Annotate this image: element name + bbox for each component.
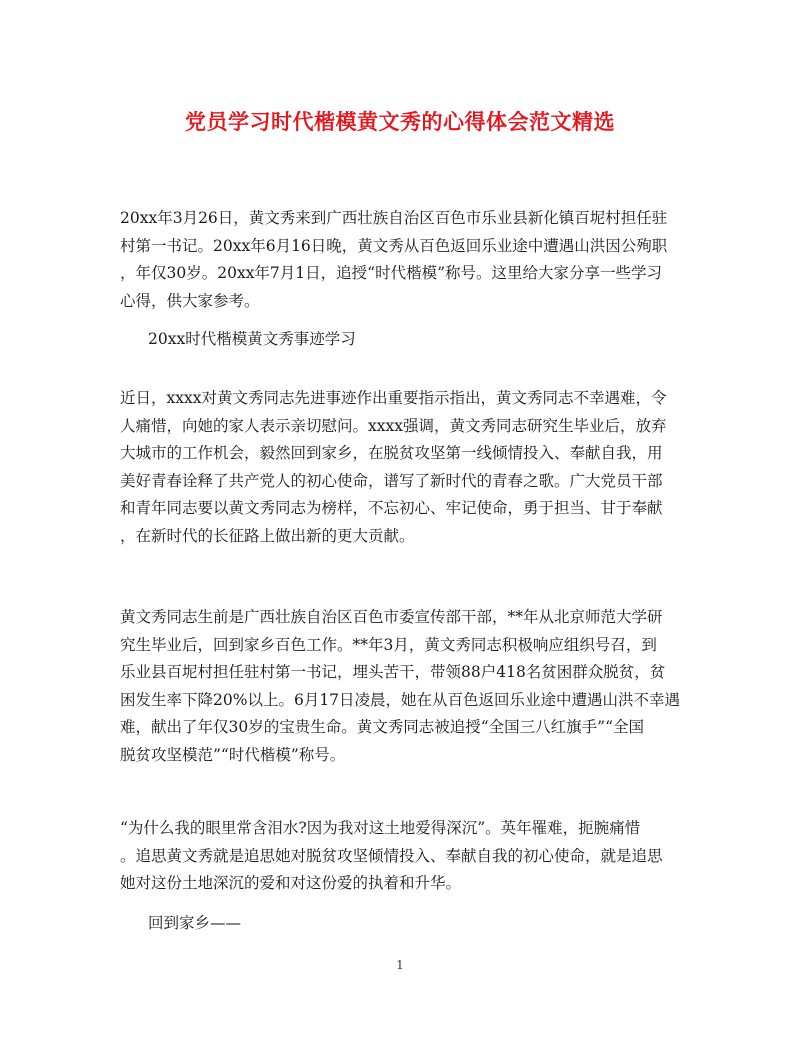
page-number: 1 [396, 958, 404, 972]
text-line: 美好青春诠释了共产党人的初心使命，谱写了新时代的青春之歌。广大党员干部 [120, 471, 663, 490]
text-line: 人痛惜，向她的家人表示亲切慰问。xxxx强调，黄文秀同志研究生毕业后，放弃 [120, 416, 667, 435]
text-line: 难，献出了年仅30岁的宝贵生命。黄文秀同志被追授“全国三八红旗手”“全国 [120, 718, 644, 736]
text-line: 和青年同志要以黄文秀同志为榜样，不忘初心、牢记使命，勇于担当、甘于奉献 [120, 499, 663, 517]
intro-paragraph [120, 205, 680, 315]
text-line: 困发生率下降20%以上。6月17日凌晨，她在从百色返回乐业途中遭遇山洪不幸遇 [120, 690, 681, 709]
text-line: ，年仅30岁。20xx年7月1日，追授“时代楷模”称号。这里给大家分享一些学习 [120, 264, 663, 282]
text-line: ，在新时代的长征路上做出新的更大贡献。 [120, 526, 415, 545]
text-line: 回到家乡—— [148, 914, 242, 932]
text-line: 。追思黄文秀就是追思她对脱贫攻坚倾情投入、奉献自我的初心使命，就是追思 [120, 846, 663, 865]
quote-paragraph [120, 815, 680, 898]
text-line: 大城市的工作机会，毅然回到家乡，在脱贫攻坚第一线倾情投入、奉献自我，用 [120, 444, 663, 462]
text-line: 乐业县百坭村担任驻村第一书记，埋头苦干，带领88户418名贫困群众脱贫，贫 [120, 663, 666, 681]
instruction-paragraph [120, 385, 680, 550]
biography-paragraph [120, 604, 680, 769]
document-title: 党员学习时代楷模黄文秀的心得体会范文精选 [185, 109, 615, 134]
text-line: 脱贫攻坚模范”“时代楷模”称号。 [120, 745, 346, 764]
text-line: 她对这份土地深沉的爱和对这份爱的执着和升华。 [120, 874, 462, 892]
text-line: 20xx年3月26日，黄文秀来到广西壮族自治区百色市乐业县新化镇百坭村担任驻 [120, 209, 668, 227]
text-line: 黄文秀同志生前是广西壮族自治区百色市委宣传部干部，**年从北京师范大学研 [120, 608, 663, 626]
subheading-text: 20xx时代楷模黄文秀事迹学习 [148, 330, 356, 348]
text-line: 近日，xxxx对黄文秀同志先进事迹作出重要指示指出，黄文秀同志不幸遇难，令 [120, 389, 667, 407]
closing-heading [120, 910, 680, 938]
text-line: 究生毕业后，回到家乡百色工作。**年3月，黄文秀同志积极响应组织号召，到 [120, 635, 657, 654]
section-subheading [120, 326, 680, 354]
text-line: 心得，供大家参考。 [120, 291, 260, 310]
text-line: 村第一书记。20xx年6月16日晚，黄文秀从百色返回乐业途中遭遇山洪因公殉职 [120, 236, 668, 255]
text-line: “为什么我的眼里常含泪水?因为我对这土地爱得深沉”。英年罹难，扼腕痛惜 [120, 819, 641, 837]
